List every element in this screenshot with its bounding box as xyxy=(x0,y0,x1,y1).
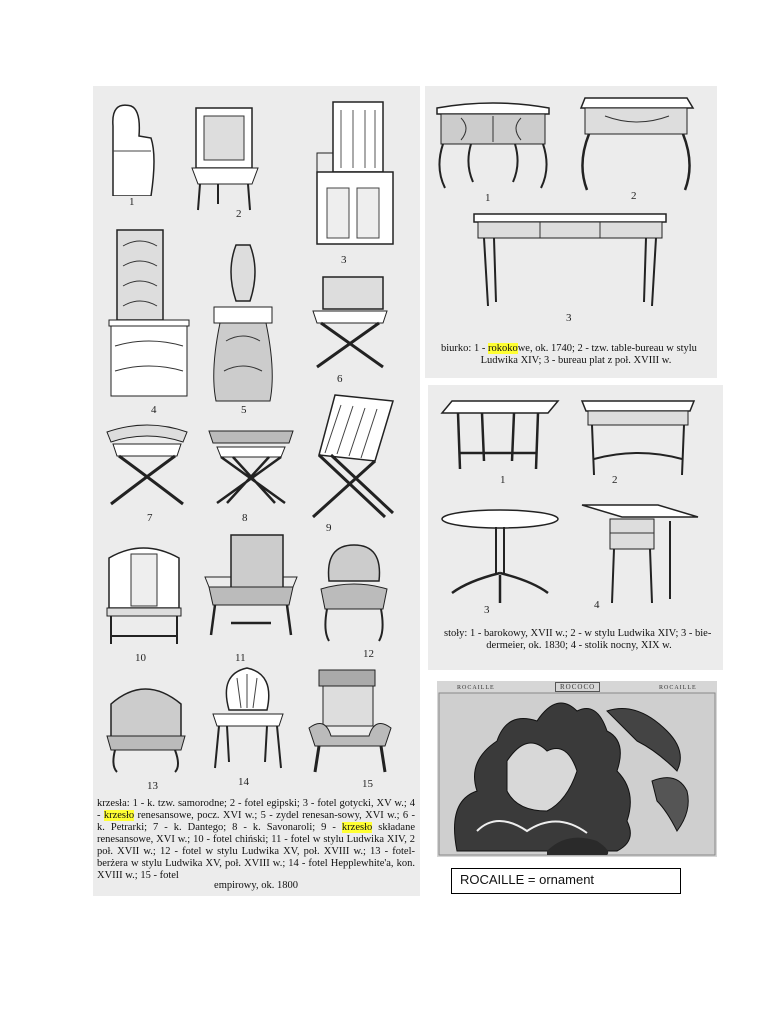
chair-number: 15 xyxy=(362,778,373,790)
desk-number: 3 xyxy=(566,312,572,324)
chair-number: 6 xyxy=(337,373,343,385)
chair-number: 13 xyxy=(147,780,158,792)
table-sketch-1 xyxy=(438,397,563,472)
chair-sketch-1 xyxy=(101,96,161,196)
chair-number: 12 xyxy=(363,648,374,660)
chair-number: 8 xyxy=(242,512,248,524)
tables-caption: stoły: 1 - barokowy, XVII w.; 2 - w stylu Ludwika XIV; 3 - bie- xyxy=(444,628,712,639)
chair-sketch-9 xyxy=(305,391,400,521)
tables-panel xyxy=(428,385,723,670)
ornament-header-center: ROCOCO xyxy=(555,682,600,692)
chair-sketch-6 xyxy=(303,271,398,371)
chair-sketch-2 xyxy=(188,104,263,214)
table-sketch-4 xyxy=(578,497,703,607)
chair-sketch-3 xyxy=(311,98,396,253)
chair-sketch-5 xyxy=(206,241,281,406)
table-sketch-2 xyxy=(576,397,701,477)
chair-sketch-7 xyxy=(99,418,195,508)
chair-number: 10 xyxy=(135,652,146,664)
table-number: 1 xyxy=(500,474,506,486)
ornament-header-right: ROCAILLE xyxy=(659,685,697,691)
table-number: 2 xyxy=(612,474,618,486)
chair-number: 7 xyxy=(147,512,153,524)
rocaille-ornament-drawing xyxy=(437,681,717,857)
table-number: 4 xyxy=(594,599,600,611)
chair-sketch-12 xyxy=(315,541,393,646)
desk-sketch-3 xyxy=(470,210,670,310)
chair-sketch-8 xyxy=(205,421,297,506)
chairs-caption-last-line: empirowy, ok. 1800 xyxy=(214,880,298,891)
desks-caption-line-2: Ludwika XIV; 3 - bureau plat z poł. XVIII w. xyxy=(480,355,672,366)
desks-panel xyxy=(425,86,717,378)
desks-caption: biurko: 1 - rokokowe, ok. 1740; 2 - tzw. table-bureau w stylu xyxy=(441,343,697,354)
desk-sketch-2 xyxy=(575,94,700,194)
chair-number: 3 xyxy=(341,254,347,266)
ornament-header-left: ROCAILLE xyxy=(457,685,495,691)
chairs-caption: krzesła: 1 - k. tzw. samorodne; 2 - fotel egipski; 3 - fotel gotycki, XV w.; 4 - krzesło renesansowe, pocz. XVI w.; 5 - zydel renesan-sowy, XVI w.; 6 - k. Petrarki; 7 - k. Dantego; 8 - k. Savonaroli; 9 - krzesło składane renesansowe, XVI w.; 10 - fotel chiński; 11 - fotel w stylu Ludwika XIV, 2 poł. XVII w.; 12 - fotel w stylu Ludwika XV, poł. XVIII w.; 13 - fotel-berżera w stylu Ludwika XV, poł. XVIII w.; 14 - fotel Hepplewhite'a, kon. XVIII w.; 15 - fotel xyxy=(97,798,415,881)
table-sketch-3 xyxy=(438,507,563,607)
chair-number: 5 xyxy=(241,404,247,416)
tables-caption-line-2: dermeier, ok. 1830; 4 - stolik nocny, XIX w. xyxy=(486,640,672,651)
desk-sketch-1 xyxy=(431,98,556,190)
chair-sketch-13 xyxy=(103,674,188,776)
highlight: krzesło xyxy=(103,810,135,821)
rocaille-label: ROCAILLE = ornament xyxy=(451,868,681,894)
desk-number: 2 xyxy=(631,190,637,202)
desk-number: 1 xyxy=(485,192,491,204)
chair-number: 14 xyxy=(238,776,249,788)
chair-number: 4 xyxy=(151,404,157,416)
chair-number: 9 xyxy=(326,522,332,534)
chair-sketch-4 xyxy=(105,226,193,401)
table-number: 3 xyxy=(484,604,490,616)
chair-sketch-15 xyxy=(305,666,395,776)
ornament-image xyxy=(437,681,717,857)
chair-number: 11 xyxy=(235,652,246,664)
chair-number: 2 xyxy=(236,208,242,220)
highlight: rokoko xyxy=(487,343,518,354)
chair-sketch-14 xyxy=(205,664,290,772)
chair-number: 1 xyxy=(129,196,135,208)
chairs-panel xyxy=(93,86,420,896)
chair-sketch-10 xyxy=(103,538,185,648)
highlight: krzesło xyxy=(341,822,373,833)
chair-sketch-11 xyxy=(201,531,301,641)
